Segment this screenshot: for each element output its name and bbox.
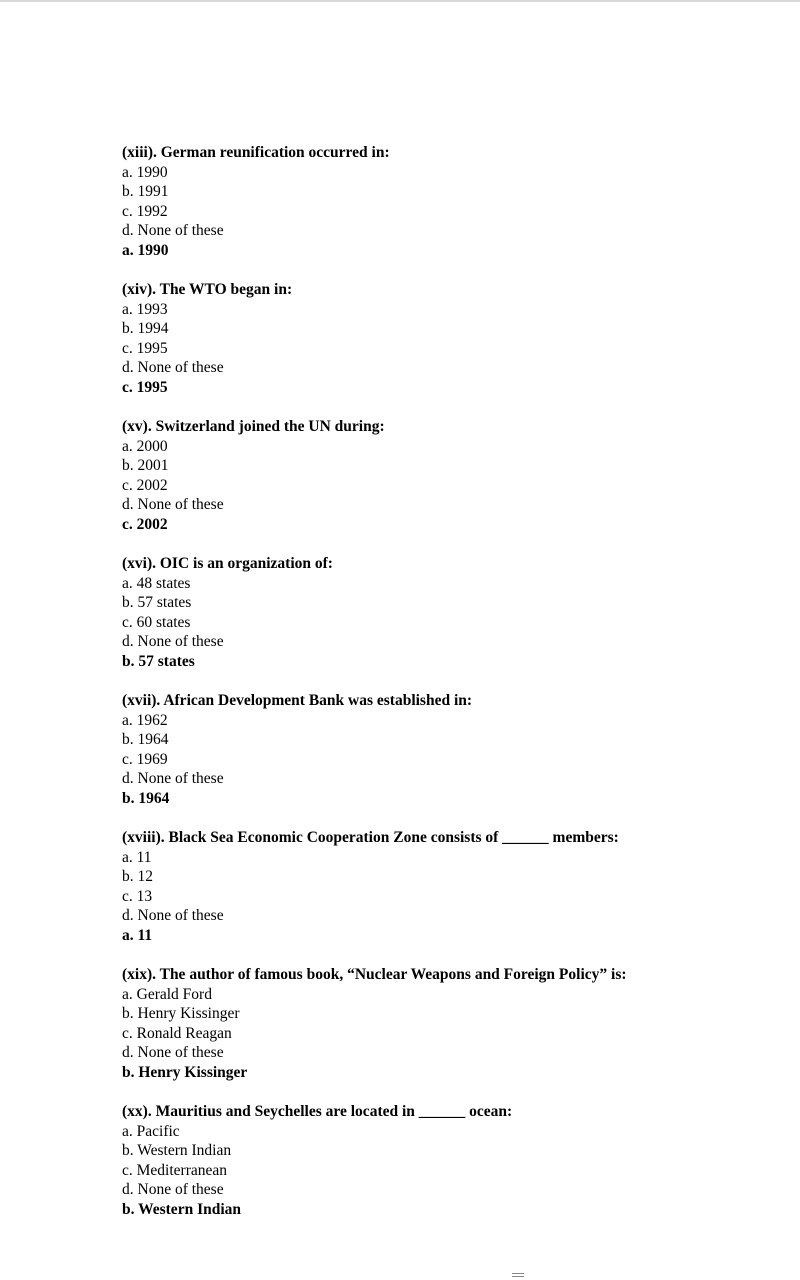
question-block <box>122 965 742 1102</box>
option-a: a. 1993 <box>122 300 168 318</box>
question-block <box>122 417 742 554</box>
option-d: d. None of these <box>122 770 224 788</box>
option-c: c. 1992 <box>122 202 168 220</box>
option-c: c. 2002 <box>122 476 168 494</box>
question-block <box>122 554 742 691</box>
option-b: b. 57 states <box>122 594 192 612</box>
option-a: a. 1990 <box>122 163 168 181</box>
question-title: (xvi). OIC is an organization of: <box>122 555 333 572</box>
question-block <box>122 143 742 280</box>
question-title: (xiv). The WTO began in: <box>122 281 293 298</box>
option-d: d. None of these <box>122 907 224 925</box>
question-title: (xviii). Black Sea Economic Cooperation Zone consists of ______ members: <box>122 829 619 846</box>
correct-answer: b. 1964 <box>122 789 170 807</box>
correct-answer: c. 1995 <box>122 378 168 396</box>
option-a: a. 48 states <box>122 574 191 592</box>
option-b: b. 2001 <box>122 457 169 475</box>
question-title: (xx). Mauritius and Seychelles are located in ______ ocean: <box>122 1103 513 1120</box>
option-c: c. 1995 <box>122 339 168 357</box>
option-d: d. None of these <box>122 1044 224 1062</box>
option-d: d. None of these <box>122 1181 224 1199</box>
question-title: (xv). Switzerland joined the UN during: <box>122 418 385 435</box>
option-d: d. None of these <box>122 496 224 514</box>
option-b: b. 1994 <box>122 320 169 338</box>
option-c: c. 13 <box>122 887 153 905</box>
option-c: c. Ronald Reagan <box>122 1024 232 1042</box>
option-a: a. 11 <box>122 848 152 866</box>
option-b: b. Henry Kissinger <box>122 1005 240 1023</box>
question-title: (xvii). African Development Bank was established in: <box>122 692 473 709</box>
option-c: c. 60 states <box>122 613 191 631</box>
question-title: (xix). The author of famous book, “Nuclear Weapons and Foreign Policy” is: <box>122 966 627 983</box>
option-b: b. Western Indian <box>122 1142 232 1160</box>
question-block <box>122 1102 742 1239</box>
page-top-border <box>0 0 800 2</box>
correct-answer: c. 2002 <box>122 515 168 533</box>
correct-answer: b. Henry Kissinger <box>122 1063 248 1081</box>
option-d: d. None of these <box>122 633 224 651</box>
page-number-mark <box>512 1273 524 1277</box>
question-block <box>122 691 742 828</box>
question-list <box>122 143 742 1239</box>
option-a: a. 1962 <box>122 711 168 729</box>
option-a: a. Pacific <box>122 1122 180 1140</box>
correct-answer: a. 1990 <box>122 241 169 259</box>
question-block <box>122 828 742 965</box>
option-d: d. None of these <box>122 222 224 240</box>
question-block <box>122 280 742 417</box>
option-c: c. Mediterranean <box>122 1161 227 1179</box>
option-a: a. 2000 <box>122 437 168 455</box>
option-b: b. 12 <box>122 868 153 886</box>
option-c: c. 1969 <box>122 750 168 768</box>
correct-answer: b. 57 states <box>122 652 195 670</box>
correct-answer: b. Western Indian <box>122 1200 242 1218</box>
option-b: b. 1964 <box>122 731 169 749</box>
option-b: b. 1991 <box>122 183 169 201</box>
correct-answer: a. 11 <box>122 926 153 944</box>
option-d: d. None of these <box>122 359 224 377</box>
question-title: (xiii). German reunification occurred in: <box>122 144 390 161</box>
option-a: a. Gerald Ford <box>122 985 212 1003</box>
